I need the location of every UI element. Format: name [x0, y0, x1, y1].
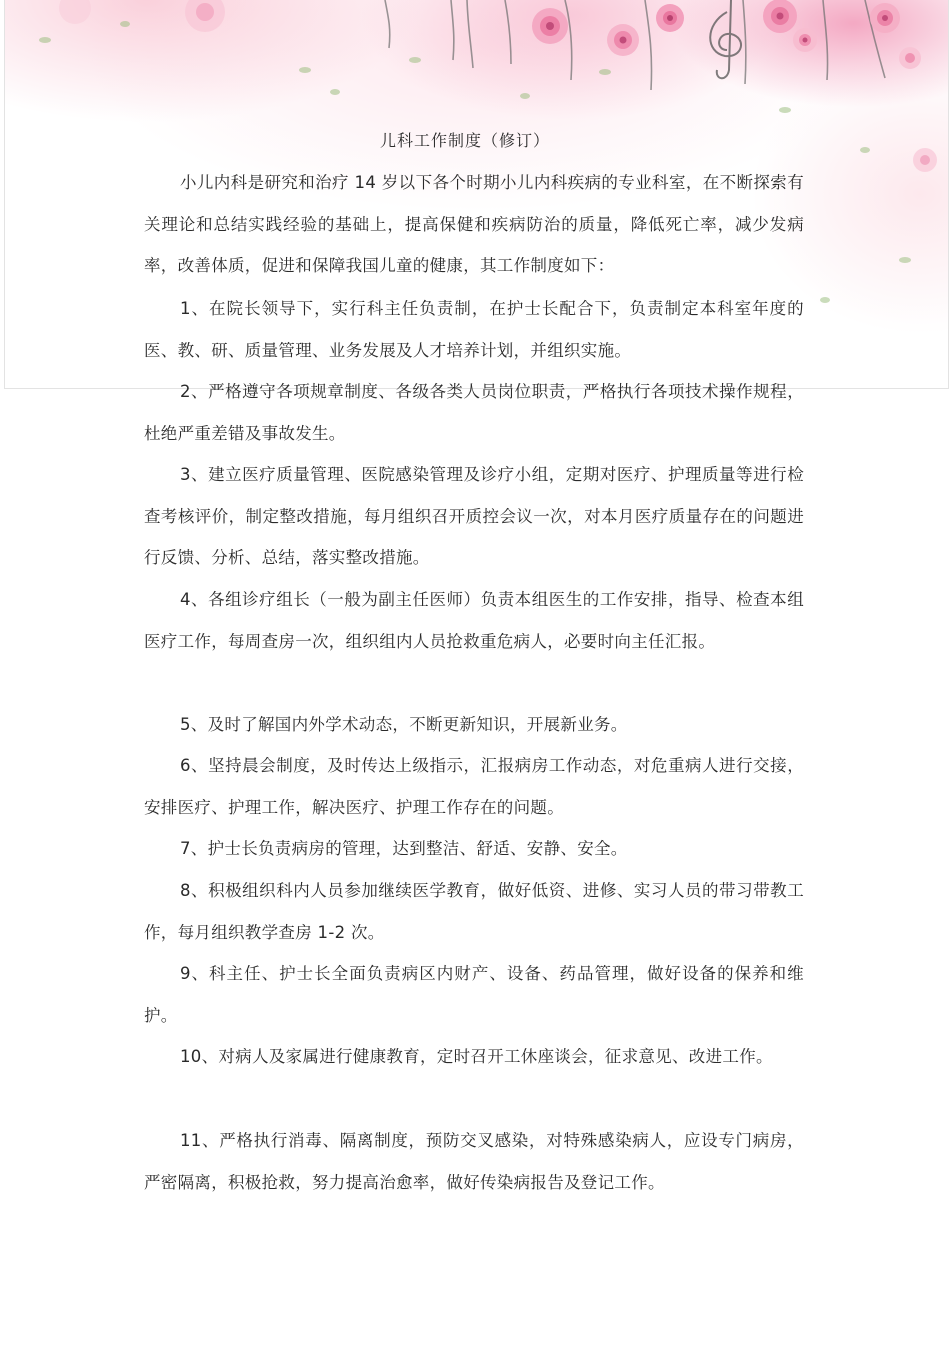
rule-item-11: 11、严格执行消毒、隔离制度，预防交叉感染，对特殊感染病人，应设专门病房，严密隔离，积极抢救，努力提高治愈率，做好传染病报告及登记工作。 [144, 1131, 804, 1192]
rule-item-4: 4、各组诊疗组长（一般为副主任医师）负责本组医生的工作安排，指导、检查本组医疗工作，每周查房一次，组织组内人员抢救重危病人，必要时向主任汇报。 [144, 590, 804, 651]
rule-item-9: 9、科主任、护士长全面负责病区内财产、设备、药品管理，做好设备的保养和维护。 [144, 964, 804, 1025]
intro-paragraph: 小儿内科是研究和治疗 14 岁以下各个时期小儿内科疾病的专业科室，在不断探索有关理论和总结实践经验的基础上，提高保健和疾病防治的质量，降低死亡率，减少发病率，改善体质，促进和保障我国儿童的健康，其工作制度如下： [144, 173, 804, 276]
rule-item-3: 3、建立医疗质量管理、医院感染管理及诊疗小组，定期对医疗、护理质量等进行检查考核评价，制定整改措施，每月组织召开质控会议一次，对本月医疗质量存在的问题进行反馈、分析、总结，落实整改措施。 [144, 465, 804, 568]
rule-item-10: 10、对病人及家属进行健康教育，定时召开工休座谈会，征求意见、改进工作。 [180, 1047, 773, 1066]
rule-item-7: 7、护士长负责病房的管理，达到整洁、舒适、安静、安全。 [180, 839, 628, 858]
document-title: 儿科工作制度（修订） [379, 131, 550, 150]
rule-item-6: 6、坚持晨会制度，及时传达上级指示，汇报病房工作动态，对危重病人进行交接，安排医疗、护理工作，解决医疗、护理工作存在的问题。 [144, 756, 804, 817]
rule-item-8: 8、积极组织科内人员参加继续医学教育，做好低资、进修、实习人员的带习带教工作，每月组织教学查房 1-2 次。 [144, 881, 804, 942]
rule-item-1: 1、在院长领导下，实行科主任负责制，在护士长配合下，负责制定本科室年度的医、教、研、质量管理、业务发展及人才培养计划，并组织实施。 [144, 299, 804, 360]
rule-item-2: 2、严格遵守各项规章制度、各级各类人员岗位职责，严格执行各项技术操作规程，杜绝严重差错及事故发生。 [144, 382, 804, 443]
rule-item-5: 5、及时了解国内外学术动态，不断更新知识，开展新业务。 [180, 715, 628, 734]
